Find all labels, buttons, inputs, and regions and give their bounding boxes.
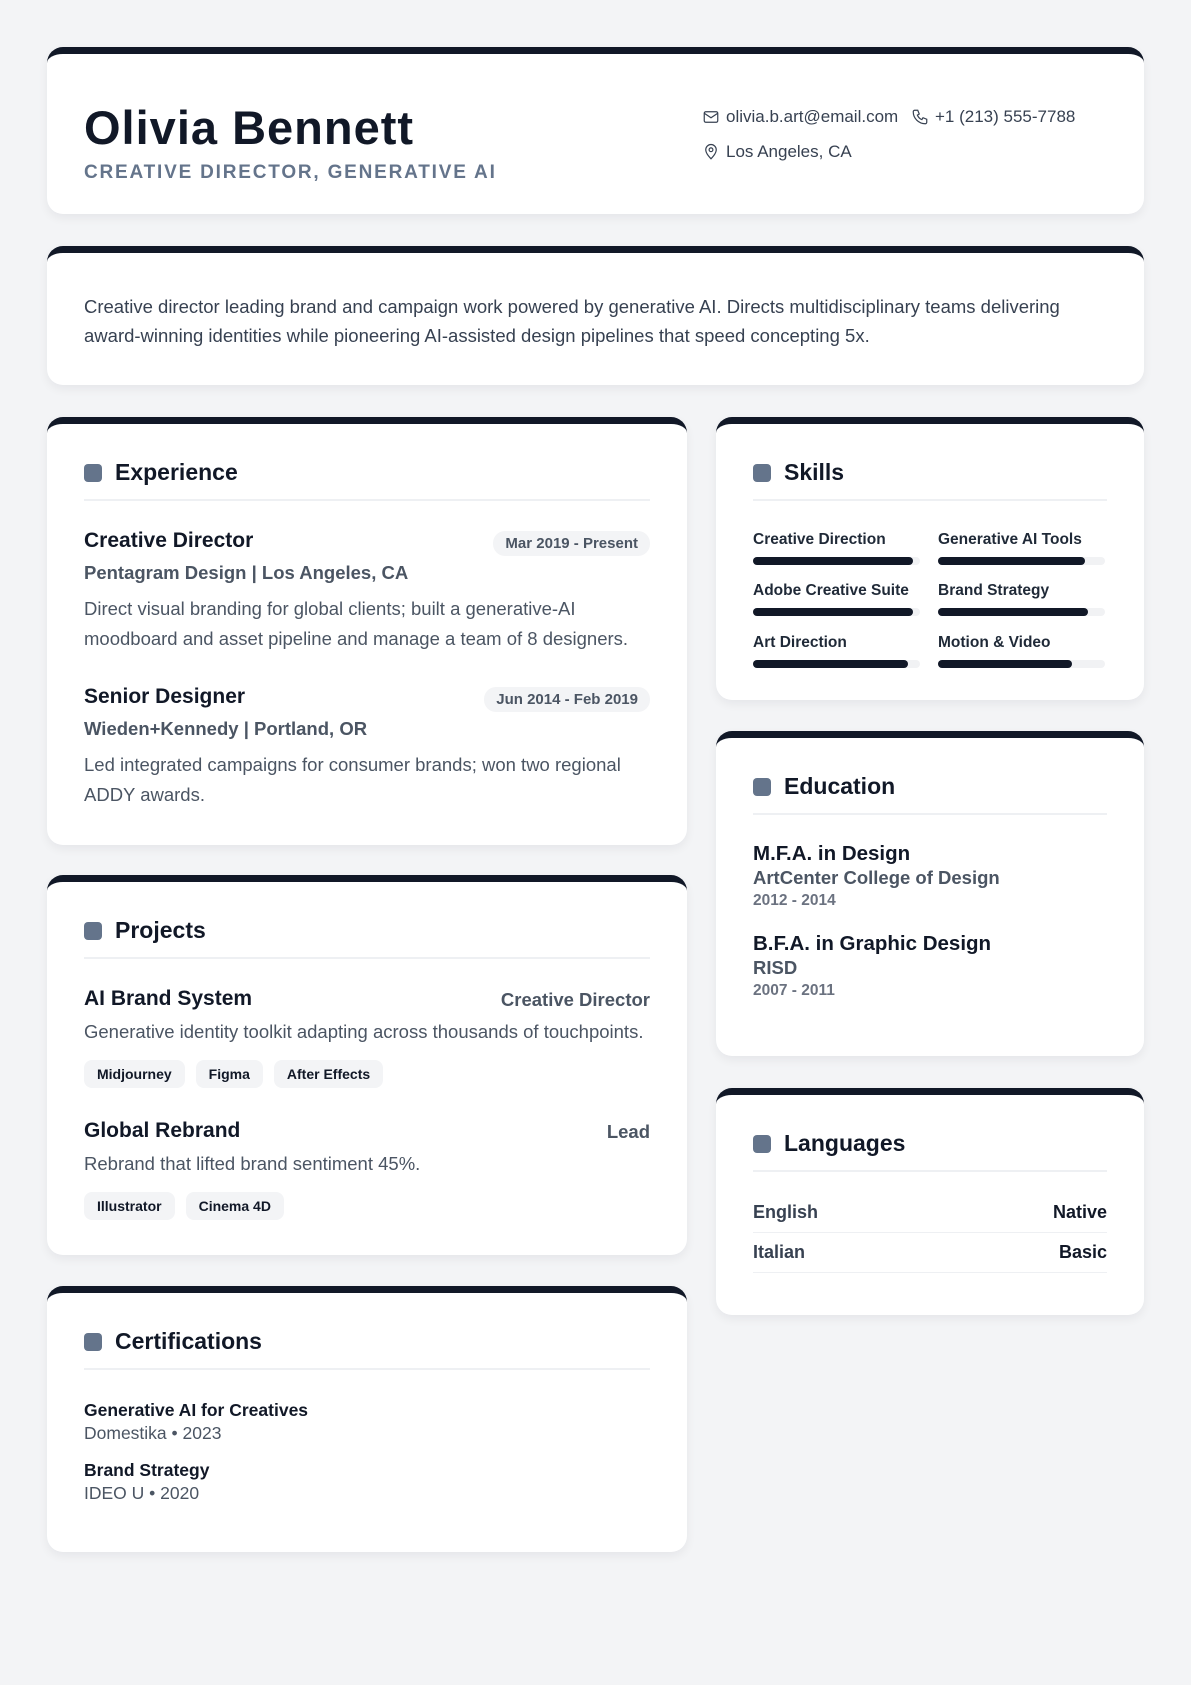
tag: Cinema 4D	[186, 1192, 284, 1220]
language-name: English	[753, 1202, 819, 1222]
skill-item	[753, 582, 920, 616]
project-entry	[84, 1119, 650, 1220]
language-row	[753, 1233, 1107, 1273]
skill-bar-fill	[938, 608, 1088, 616]
section-header	[84, 917, 206, 944]
cert-entry	[84, 1400, 308, 1444]
summary-text: Creative director leading brand and campaign work powered by generative AI. Directs multidisciplinary teams delivering award-winning identities while pioneering AI-assisted design pipelines that speed concepting 5x.	[84, 296, 1060, 346]
edu-degree: B.F.A. in Graphic Design	[753, 932, 992, 955]
section-marker-icon	[84, 1333, 102, 1351]
edu-school: RISD	[753, 957, 798, 978]
job-org: Wieden+Kennedy | Portland, OR	[84, 718, 368, 739]
section-marker-icon	[84, 922, 102, 940]
section-header	[753, 459, 844, 486]
project-title: AI Brand System	[84, 987, 253, 1010]
section-header	[84, 459, 238, 486]
language-name: Italian	[753, 1242, 806, 1262]
summary-card	[47, 246, 1144, 385]
section-header	[84, 1328, 262, 1355]
education-entry	[753, 842, 1000, 910]
section-header	[753, 773, 895, 800]
edu-school: ArtCenter College of Design	[753, 867, 1000, 888]
skill-name: Brand Strategy	[938, 582, 1050, 599]
education-entry	[753, 932, 991, 1000]
job-dates: Mar 2019 - Present	[493, 531, 650, 556]
job-dates: Jun 2014 - Feb 2019	[484, 687, 650, 712]
experience-card	[47, 417, 687, 845]
section-marker-icon	[84, 464, 102, 482]
education-card	[716, 731, 1144, 1056]
skill-item	[938, 531, 1105, 565]
skill-bar	[938, 660, 1105, 668]
skill-item	[938, 582, 1105, 616]
contact-email[interactable]	[702, 107, 898, 127]
project-description: Rebrand that lifted brand sentiment 45%.	[84, 1153, 421, 1174]
cert-title: Brand Strategy	[84, 1460, 210, 1480]
section-title: Education	[784, 773, 896, 799]
skill-name: Generative AI Tools	[938, 531, 1082, 548]
skill-bar	[938, 557, 1105, 565]
skill-bar-fill	[753, 608, 913, 616]
tag-list	[84, 1192, 650, 1220]
skill-bar	[753, 557, 920, 565]
skill-bar	[753, 608, 920, 616]
divider	[753, 813, 1107, 815]
language-level: Native	[1052, 1202, 1107, 1222]
phone-text: +1 (213) 555-7788	[935, 107, 1076, 126]
skills-card	[716, 417, 1144, 700]
candidate-name: Olivia Bennett	[84, 101, 415, 154]
section-marker-icon	[753, 464, 771, 482]
section-header	[753, 1130, 905, 1157]
tag: Figma	[196, 1060, 263, 1088]
skill-item	[753, 634, 920, 668]
cert-meta: Domestika • 2023	[84, 1423, 222, 1443]
tag: Midjourney	[84, 1060, 185, 1088]
section-marker-icon	[753, 1135, 771, 1153]
cert-title: Generative AI for Creatives	[84, 1400, 309, 1420]
skill-name: Art Direction	[753, 634, 847, 651]
section-title: Experience	[115, 459, 238, 485]
candidate-title: CREATIVE DIRECTOR, GENERATIVE AI	[84, 162, 497, 183]
project-title: Global Rebrand	[84, 1119, 241, 1142]
project-entry	[84, 987, 650, 1088]
skill-item	[753, 531, 920, 565]
skill-item	[938, 634, 1105, 668]
skill-name: Adobe Creative Suite	[753, 582, 909, 599]
divider	[753, 1170, 1107, 1172]
project-description: Generative identity toolkit adapting across thousands of touchpoints.	[84, 1021, 644, 1042]
languages-card	[716, 1088, 1144, 1315]
section-marker-icon	[753, 778, 771, 796]
tag: After Effects	[274, 1060, 383, 1088]
divider	[84, 499, 650, 501]
cert-entry	[84, 1460, 209, 1504]
skill-bar	[753, 660, 920, 668]
mail-icon	[702, 108, 720, 126]
contact-location	[702, 142, 852, 162]
edu-years: 2007 - 2011	[753, 982, 835, 999]
skill-bar-fill	[753, 660, 908, 668]
skill-name: Motion & Video	[938, 634, 1051, 651]
map-pin-icon	[702, 143, 720, 161]
job-org: Pentagram Design | Los Angeles, CA	[84, 562, 409, 583]
contact-phone[interactable]	[911, 107, 1075, 127]
project-role: Lead	[606, 1121, 650, 1142]
edu-years: 2012 - 2014	[753, 892, 836, 909]
skill-bar-fill	[753, 557, 913, 565]
email-text: olivia.b.art@email.com	[726, 107, 899, 126]
section-title: Projects	[115, 917, 206, 943]
job-description: Led integrated campaigns for consumer brands; won two regional ADDY awards.	[84, 754, 621, 805]
job-entry	[84, 529, 650, 654]
certifications-card	[47, 1286, 687, 1552]
edu-degree: M.F.A. in Design	[753, 842, 911, 865]
job-title: Creative Director	[84, 529, 254, 552]
tag-list	[84, 1060, 650, 1088]
projects-card	[47, 875, 687, 1255]
location-text: Los Angeles, CA	[726, 142, 852, 161]
section-title: Languages	[784, 1130, 906, 1156]
skill-bar-fill	[938, 557, 1085, 565]
language-row	[753, 1193, 1107, 1233]
skill-name: Creative Direction	[753, 531, 886, 548]
job-entry	[84, 685, 650, 810]
job-title: Senior Designer	[84, 685, 246, 708]
phone-icon	[911, 108, 929, 126]
divider	[84, 957, 650, 959]
skill-bar-fill	[938, 660, 1072, 668]
tag: Illustrator	[84, 1192, 175, 1220]
project-role: Creative Director	[500, 989, 650, 1010]
section-title: Certifications	[115, 1328, 262, 1354]
divider	[753, 499, 1107, 501]
section-title: Skills	[784, 459, 845, 485]
job-description: Direct visual branding for global clients; built a generative-AI moodboard and asset pipeline and manage a team of 8 designers.	[84, 598, 629, 649]
divider	[84, 1368, 650, 1370]
header-card	[47, 47, 1144, 214]
cert-meta: IDEO U • 2020	[84, 1483, 200, 1503]
language-level: Basic	[1058, 1242, 1107, 1262]
skill-bar	[938, 608, 1105, 616]
